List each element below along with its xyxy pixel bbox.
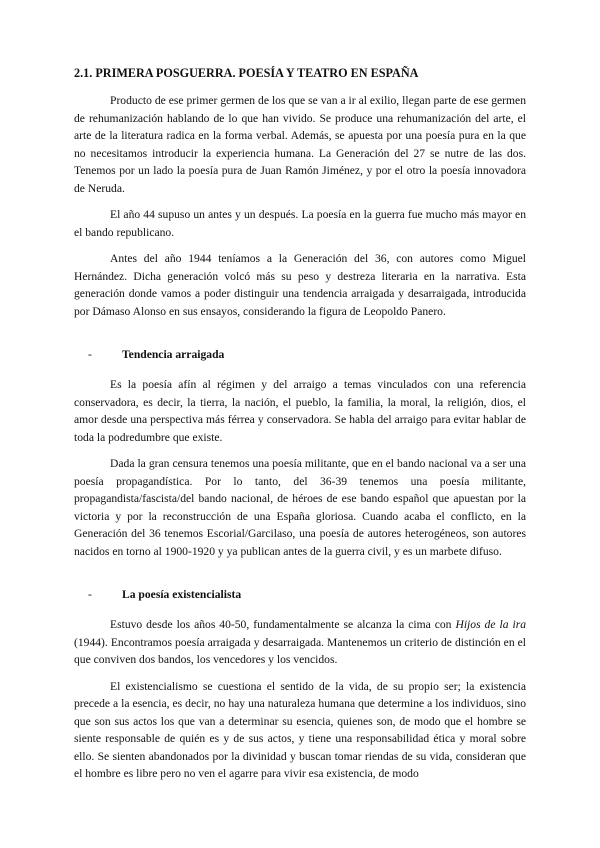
paragraph-text: Estuvo desde los años 40-50, fundamentalmente se alcanza la cima con <box>110 618 456 631</box>
intro-paragraph-3: Antes del año 1944 teníamos a la Generación del 36, con autores como Miguel Hernández. Dicha generación volcó más su peso y destreza literaria en la narrativa. Esta generación donde vamos a poder distinguir una tendencia arraigada y desarraigada, introducida por Dámaso Alonso en sus ensayos, considerando la figura de Leopoldo Panero. <box>74 252 526 318</box>
arraigada-paragraph-1: Es la poesía afín al régimen y del arraigo a temas vinculados con una referencia conservadora, es decir, la tierra, la nación, el pueblo, la familia, la moral, la religión, dios, el amor desde una perspectiva más férrea y conservadora. Se habla del arraigo para evitar hablar de toda la podredumbre que existe. <box>74 378 526 444</box>
page-content <box>74 64 526 792</box>
subsection-title: La poesía existencialista <box>122 588 242 601</box>
subsection-title: Tendencia arraigada <box>122 348 225 361</box>
subsection-heading-arraigada <box>74 346 526 364</box>
intro-paragraph-2: El año 44 supuso un antes y un después. La poesía en la guerra fue mucho más mayor en el bando republicano. <box>74 208 526 239</box>
intro-paragraph-1: Producto de ese primer germen de los que se van a ir al exilio, llegan parte de ese germen de rehumanización hablando de lo que han vivido. Se produce una rehumanización del arte, el arte de la literatura radica en la forma verbal. Además, se apuesta por una poesía pura en la que no necesitamos introducir la experiencia humana. La Generación del 27 se nutre de las dos. Tenemos por un lado la poesía pura de Juan Ramón Jiménez, y por el otro la poesía innovadora de Neruda. <box>74 94 526 195</box>
existencialista-paragraph-1 <box>74 616 526 669</box>
section-heading: 2.1. PRIMERA POSGUERRA. POESÍA Y TEATRO EN ESPAÑA <box>74 66 419 80</box>
existencialista-paragraph-2: El existencialismo se cuestiona el sentido de la vida, de su propio ser; la existencia precede a la esencia, es decir, no hay una naturaleza humana que determine a los individuos, sino que son sus actos los que van a determinar su esencia, quienes son, de modo que el hombre se siente responsable de quién es y de sus actos, y tiene una responsabilidad ética y moral sobre ello. Se sienten abandonados por la divinidad y buscan tomar riendas de su vida, consideran que el hombre es libre pero no ven el agarre para vivir esa existencia, de modo <box>74 679 526 780</box>
bullet-dash: - <box>88 348 92 361</box>
subsection-heading-existencialista <box>74 586 526 604</box>
arraigada-paragraph-2: Dada la gran censura tenemos una poesía militante, que en el bando nacional va a ser una poesía propagandística. Por lo tanto, del 36-39 tenemos una poesía militante, propagandista/fascista/del bando nacional, de héroes de ese bando español que apuestan por la victoria y por la reconstrucción de una España gloriosa. Cuando acaba el conflicto, en la Generación del 36 tenemos Escorial/Garcilaso, una poesía de autores heterogéneos, son autores nacidos en torno al 1900-1920 y ya publican antes de la guerra civil, y es un marbete difuso. <box>74 457 526 558</box>
paragraph-text: (1944). Encontramos poesía arraigada y desarraigada. Mantenemos un criterio de distinción en el que conviven dos bandos, los vencedores y los vencidos. <box>74 635 526 666</box>
bullet-dash: - <box>88 588 92 601</box>
book-title: Hijos de la ira <box>455 618 527 631</box>
